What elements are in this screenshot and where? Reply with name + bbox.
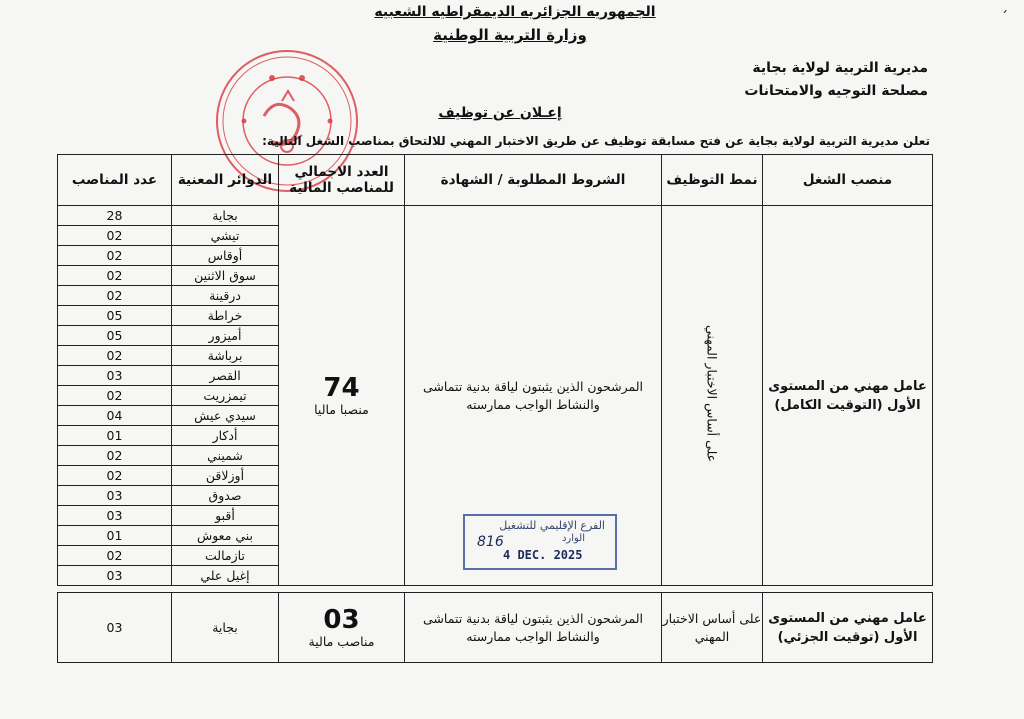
- recruitment-mode-cell: [662, 206, 763, 586]
- header-count: عدد المناصب: [58, 155, 172, 206]
- total-part-time: [279, 593, 405, 663]
- count-cell: 02: [58, 386, 172, 406]
- count-cell: 02: [58, 446, 172, 466]
- district-cell: درقينة: [172, 286, 279, 306]
- received-stamp: [463, 514, 617, 570]
- total-label: منصبا ماليا: [314, 402, 369, 417]
- district-cell: تيشي: [172, 226, 279, 246]
- header-districts: الدوائر المعنية: [172, 155, 279, 206]
- count-cell: 02: [58, 546, 172, 566]
- district-cell: برباشة: [172, 346, 279, 366]
- directorate-label: مديرية التربية لولاية بجاية: [752, 60, 928, 76]
- district-cell: أدكار: [172, 426, 279, 446]
- count-cell: 28: [58, 206, 172, 226]
- stamp-line-2: الوارد: [561, 533, 585, 544]
- conditions-part-time: المرشحون الذين يثبتون لياقة بدنية تتماشى والنشاط الواجب ممارسته: [405, 593, 662, 663]
- recruitment-mode-part-time: على أساس الاختبار المهني: [662, 593, 763, 663]
- district-cell: أوزلاقن: [172, 466, 279, 486]
- district-cell: خراطة: [172, 306, 279, 326]
- stamp-number: 816: [477, 534, 504, 550]
- positions-table: [57, 154, 933, 663]
- district-cell: أوقاس: [172, 246, 279, 266]
- stamp-date: 4 DEC. 2025: [503, 548, 583, 562]
- header-post: منصب الشغل: [763, 155, 933, 206]
- post-title-part-time: عامل مهني من المستوى الأول (توقيت الجزئي): [763, 593, 933, 663]
- count-cell: 01: [58, 526, 172, 546]
- district-cell: سيدي عيش: [172, 406, 279, 426]
- count-cell: 02: [58, 266, 172, 286]
- post-title-full-time: عامل مهني من المستوى الأول (التوقيت الكامل): [763, 206, 933, 586]
- total-number: 03: [323, 605, 360, 635]
- table-row-part-time: [58, 593, 933, 663]
- district-cell: بجاية: [172, 206, 279, 226]
- announcement-title: إعـلان عن توظيف: [438, 105, 562, 121]
- total-full-time: [279, 206, 405, 586]
- header-mode: نمط التوظيف: [662, 155, 763, 206]
- count-cell: 03: [58, 366, 172, 386]
- district-cell: صدوق: [172, 486, 279, 506]
- announcement-intro: تعلن مديرية التربية لولاية بجاية عن فتح مسابقة توظيف عن طريق الاختبار المهني للالتحاق بمناصب الشغل التالية:: [262, 134, 930, 148]
- conditions-full-time: المرشحون الذين يثبتون لياقة بدنية تتماشى والنشاط الواجب ممارسته: [405, 206, 662, 586]
- count-cell: 05: [58, 306, 172, 326]
- district-cell: بجاية: [172, 593, 279, 663]
- district-cell: تيمزريت: [172, 386, 279, 406]
- republic-heading: الجمهوريه الجزائريه الديمقراطيه الشعبيه: [374, 4, 656, 20]
- ministry-heading: وزارة التربية الوطنية: [433, 26, 587, 44]
- count-cell: 01: [58, 426, 172, 446]
- count-cell: 04: [58, 406, 172, 426]
- district-cell: سوق الاثنين: [172, 266, 279, 286]
- count-cell: 02: [58, 226, 172, 246]
- stamp-line-1: الفرع الإقليمي للتشغيل: [499, 519, 605, 532]
- section-separator: [58, 586, 933, 593]
- district-cell: القصر: [172, 366, 279, 386]
- service-label: مصلحة التوجيه والامتحانات: [744, 83, 928, 99]
- count-cell: 03: [58, 486, 172, 506]
- district-cell: تازمالت: [172, 546, 279, 566]
- count-cell: 02: [58, 246, 172, 266]
- total-number: 74: [323, 373, 360, 403]
- district-cell: بني معوش: [172, 526, 279, 546]
- total-label: مناصب مالية: [308, 634, 375, 649]
- count-cell: 02: [58, 466, 172, 486]
- corner-mark: ´: [1001, 10, 1008, 26]
- count-cell: 03: [58, 506, 172, 526]
- district-cell: شميني: [172, 446, 279, 466]
- count-cell: 05: [58, 326, 172, 346]
- recruitment-mode-vertical: على أساس الاختبار المهني: [704, 324, 720, 463]
- header-total: العدد الاجمالي للمناصب المالية: [279, 155, 405, 206]
- count-cell: 02: [58, 286, 172, 306]
- district-cell: أقبو: [172, 506, 279, 526]
- count-cell: 03: [58, 593, 172, 663]
- table-row: [58, 206, 933, 226]
- count-cell: 02: [58, 346, 172, 366]
- count-cell: 03: [58, 566, 172, 586]
- header-conditions: الشروط المطلوبة / الشهادة: [405, 155, 662, 206]
- district-cell: أميزور: [172, 326, 279, 346]
- district-cell: إغيل علي: [172, 566, 279, 586]
- table-header-row: [58, 155, 933, 206]
